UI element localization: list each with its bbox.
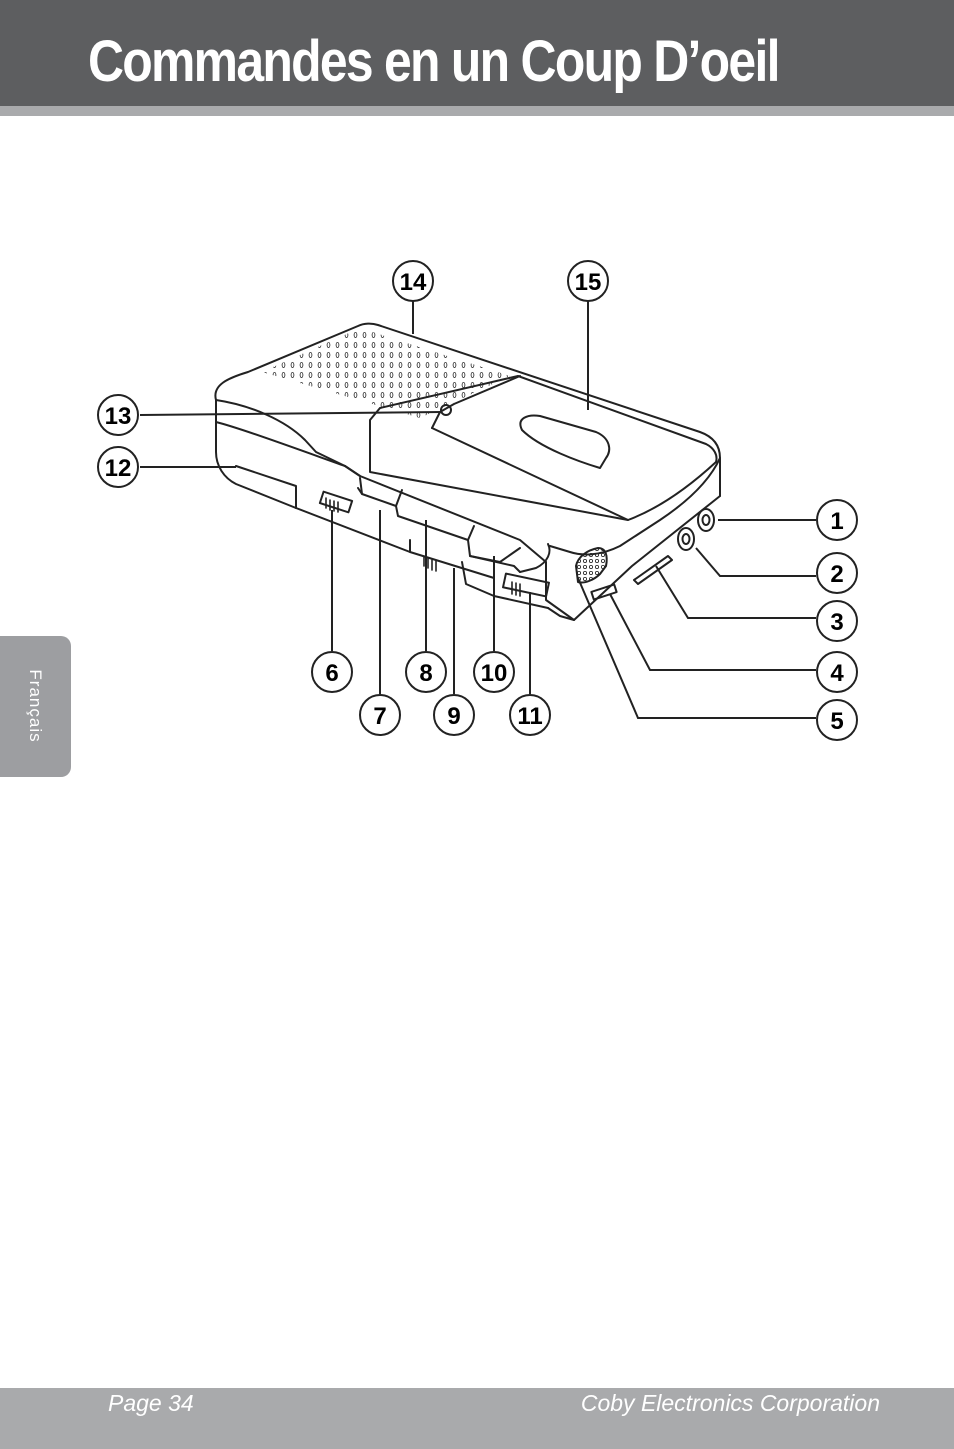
callout-6: [312, 652, 352, 692]
callout-5: [817, 700, 857, 740]
callout-1-number: 1: [830, 508, 844, 535]
callout-9-number: 9: [447, 703, 461, 730]
callout-11: [510, 695, 550, 735]
company-name: Coby Electronics Corporation: [580, 1390, 880, 1416]
page-number: Page 34: [108, 1390, 194, 1416]
callout-15: [568, 261, 608, 301]
page-title: Commandes en un Coup D’oeil: [88, 29, 779, 94]
callout-4-number: 4: [830, 660, 844, 687]
callout-4: [817, 652, 857, 692]
callout-11-number: 11: [517, 703, 543, 730]
callout-14: [393, 261, 433, 301]
callout-12-number: 12: [104, 455, 132, 482]
callout-6-number: 6: [325, 660, 339, 687]
callout-13: [98, 395, 138, 435]
callout-2-number: 2: [830, 561, 844, 588]
callout-3: [817, 601, 857, 641]
callout-1: [817, 500, 857, 540]
callout-14-number: 14: [399, 269, 427, 296]
callout-9: [434, 695, 474, 735]
callout-lines: [140, 300, 816, 718]
callout-5-number: 5: [830, 708, 844, 735]
callout-10: [474, 652, 514, 692]
callout-3-number: 3: [830, 609, 844, 636]
callout-2: [817, 553, 857, 593]
callout-8: [406, 652, 446, 692]
callout-12: [98, 447, 138, 487]
callout-7-number: 7: [373, 703, 387, 730]
callout-10-number: 10: [480, 660, 508, 687]
callout-13-number: 13: [104, 403, 132, 430]
callout-8-number: 8: [419, 660, 433, 687]
language-tab-label: Français: [26, 669, 45, 743]
callout-7: [360, 695, 400, 735]
callout-15-number: 15: [574, 269, 602, 296]
recorder-body: [215, 320, 720, 620]
